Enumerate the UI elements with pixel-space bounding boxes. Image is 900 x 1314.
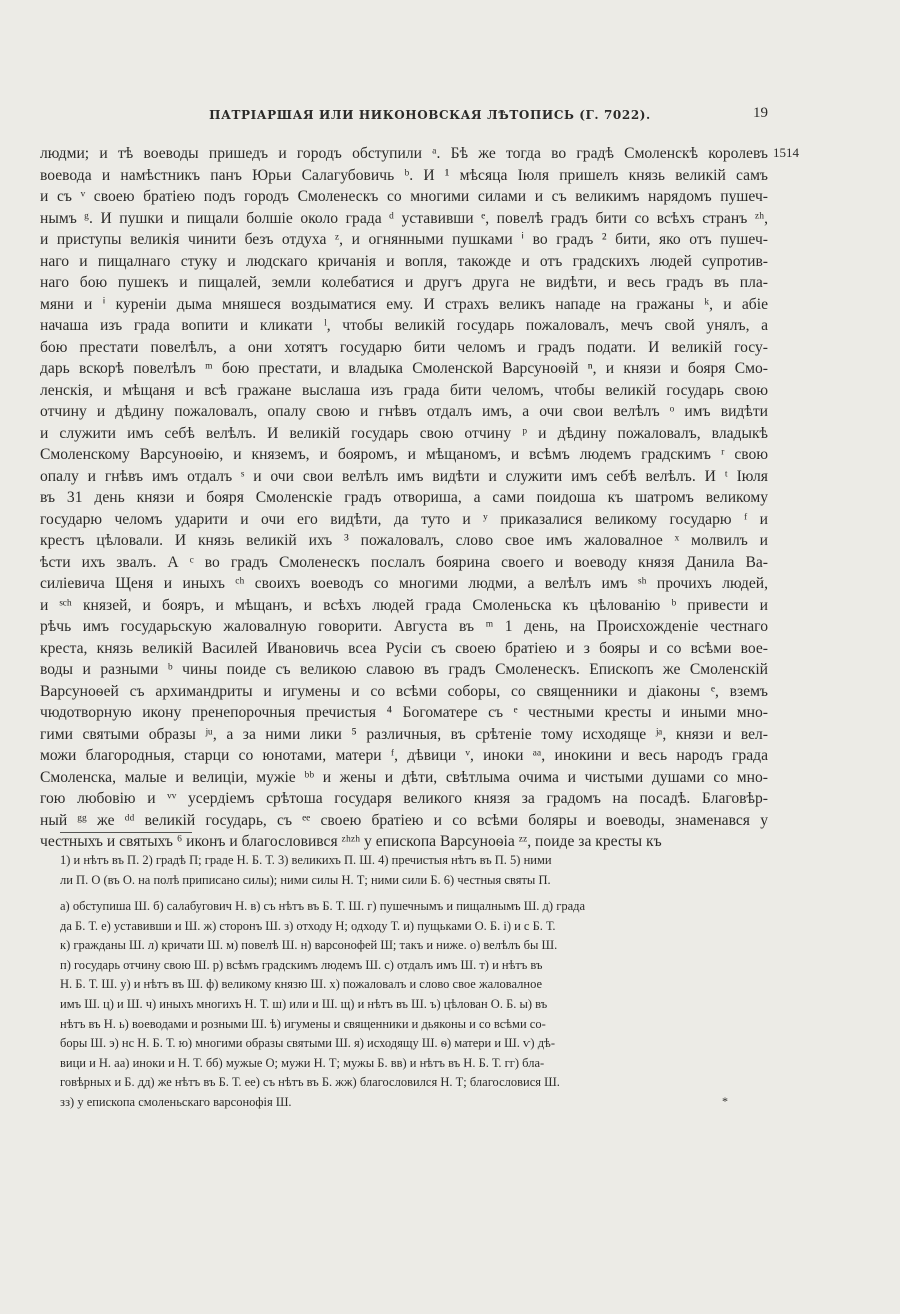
text-line: начаша изъ града вопити и кликати ˡ, чтобы великій государь пожаловалъ, мечъ свой унялъ, а	[40, 317, 768, 334]
footnotes-numeric	[60, 851, 772, 890]
text-line: честныхъ и святыхъ ⁶ иконъ и благословився ᶻʰᶻʰ у епископа Варсуноѳіа ᶻᶻ, поиде за кресты къ	[40, 833, 662, 850]
text-line: наго и пищалнаго стуку и людскаго кричанія и вопля, такожде и отъ градскихъ людей супротив-	[40, 252, 768, 270]
text-line: дарь вскорѣ повелѣлъ ᵐ бою престати, и владыка Смоленской Варсуноѳій ⁿ, и князи и бояря Смо-	[40, 360, 768, 377]
footnote-line: к) гражданы Ш. л) кричати Ш. м) повелѣ Ш. н) варсонофей Ш; такъ и ниже. о) велѣлъ бы Ш.	[60, 938, 558, 953]
footnote-line: 1) и нѣтъ въ П. 2) градѣ П; граде Н. Б. Т. 3) великихъ П. Ш. 4) пречистыя нѣтъ въ П. 5) ними	[60, 853, 552, 867]
text-line: наго бою пушекъ и пищалей, земли колебатися и другъ друга не видѣти, и весь градъ въ пла-	[40, 274, 768, 291]
footnote-line: боры Ш. э) нс Н. Б. Т. ю) многими образы святыми Ш. я) исходящу Ш. ѳ) матери и Ш. ѵ) дѣ-	[60, 1036, 556, 1051]
footnote-line: п) государь отчину свою Ш. р) всѣмъ градскимъ людемъ Ш. с) отдалъ имъ Ш. т) и нѣтъ въ	[60, 957, 543, 972]
footnote-line: Н. Б. Т. Ш. у) и нѣтъ въ Ш. ф) великому князю Ш. х) пожаловалъ и слово свое жаловалное	[60, 977, 543, 992]
main-text	[40, 143, 768, 853]
text-line: и съ ᵛ своею братіею подъ городъ Смоленескъ со многими силами и съ великимъ нарядомъ пушеч-	[40, 188, 768, 205]
footnote-line: имъ Ш. ц) и Ш. ч) иныхъ многихъ Н. Т. ш) или и Ш. щ) и нѣтъ въ Ш. ъ) цѣлован О. Б. ы) въ	[60, 996, 548, 1011]
text-line: креста, князь великій Василей Ивановичь всеа Русіи съ своею братіею и з бояры и со всѣми вое-	[40, 639, 768, 657]
text-line: гими святыми образы ʲᵘ, а за ними лики ⁵ различныя, въ срѣтеніе тому исходяще ʲᵃ, князи и вел-	[40, 725, 768, 743]
text-line: нымъ ᵍ. И пушки и пищали болшіе около града ᵈ уставивши ᵉ, повелѣ градъ бити со всѣхъ странъ ᶻʰ,	[40, 209, 768, 227]
footnotes-letter	[60, 897, 772, 1113]
running-header	[60, 105, 800, 128]
footnote-rule	[60, 832, 192, 833]
footnote-line: вици и Н. аа) иноки и Н. Т. бб) мужые О; мужи Н. Т; мужы Б. вв) и нѣтъ въ Н. Б. Т. гг) бла-	[60, 1055, 545, 1070]
footnote-line: а) обступиша Ш. б) салабугович Н. в) съ нѣтъ въ Б. Т. Ш. г) пушечнымъ и пищалнымъ Ш. д) града	[60, 899, 586, 913]
text-line: Смоленска, малые и велиціи, мужіе ᵇᵇ и жены и дѣти, свѣтлыма очима и чистыми душами со мно-	[40, 768, 768, 786]
text-line: воды и разными ᵇ чины поиде съ великою славою въ градъ Смоленескъ. Епископъ же Смоленскій	[40, 661, 768, 678]
text-line: бою престати повелѣлъ, а они хотятъ государю бити челомъ и градъ подати. И великій госу-	[40, 338, 768, 356]
text-line: ный ᵍᵍ же ᵈᵈ великій государь, съ ᵉᵉ своею братіею и со всѣми боляры и воеводы, знаменався у	[40, 811, 768, 829]
text-line: воевода и намѣстникъ панъ Юрьи Салагубовичь ᵇ. И ¹ мѣсяца Іюля пришелъ князь великій самъ	[40, 166, 768, 184]
text-line: гою любовію и ᵛᵛ усердіемъ срѣтоша государя великого князя за градомъ на посадѣ. Благовѣр-	[40, 790, 768, 807]
text-line: и приступы великія чинити безъ отдуха ᶻ, и огнянными пушками ⁱ во градъ ² бити, яко отъ пушеч-	[40, 231, 768, 248]
text-line: государю челомъ ударити и очи его видѣти, да туто и ʸ приказалися великому государю ᶠ и	[40, 510, 768, 528]
text-line: и служити имъ себѣ велѣлъ. И великій государь свою отчину ᵖ и дѣдину пожаловалъ, владыкѣ	[40, 424, 768, 442]
footnote-line: ли П. О (въ О. на полѣ приписано силы); ними силы Н. Т; ними сили Б. 6) честныя святы П.	[60, 872, 551, 887]
footnote-line: да Б. Т. е) уставивши и Ш. ж) сторонъ Ш. з) отходу Н; одходу Т. и) пущьками О. Б. і) и с Б. Т.	[60, 918, 556, 933]
footnote-line: зз) у епископа смоленьскаго варсонофія Ш.	[60, 1094, 292, 1109]
text-line: и ˢᶜʰ князей, и бояръ, и мѣщанъ, и всѣхъ людей града Смоленьска къ цѣлованію ᵇ привести и	[40, 596, 768, 614]
text-line: отчину и дѣдину пожаловалъ, опалу свою и гнѣвъ отдалъ имъ, а очи свои велѣлъ ᵒ имъ видѣти	[40, 403, 768, 420]
text-line: ленскія, и мѣщаня и всѣ гражане выслаша изъ града бити челомъ, чтобы великій государь свою	[40, 381, 768, 399]
footnote-line: говѣрных и Б. дд) же нѣтъ въ Б. Т. ее) съ нѣтъ въ Б. жж) благословился Н. Т; благословися Ш.	[60, 1075, 560, 1090]
footnote-line: нѣтъ въ Н. ь) воеводами и розными Ш. ѣ) игумены и священники и дьяконы и со всѣми со-	[60, 1016, 546, 1031]
text-line: чюдотворную икону пренепорочныя пречистыя ⁴ Богоматере съ ᵉ честными кресты и иными мно-	[40, 704, 768, 721]
text-line: можи благородныя, старци со юнотами, матери ᶠ, дѣвици ᵛ, иноки ᵃᵃ, инокини и весь народъ града	[40, 747, 768, 764]
text-line: Смоленскому Варсуноѳію, и княземъ, и бояромъ, и мѣщаномъ, и всѣмъ людемъ градскимъ ʳ свою	[40, 446, 768, 463]
text-line: крестъ цѣловали. И князь великій ихъ ³ пожаловалъ, слово свое имъ жаловалное ˣ молвилъ и	[40, 532, 768, 549]
page-mark: *	[722, 1094, 728, 1108]
margin-year: 1514	[773, 145, 799, 160]
text-line: людми; и тѣ воеводы пришедъ и городъ обступили ᵃ. Бѣ же тогда во градѣ Смоленскѣ королевъ	[40, 145, 768, 162]
page-number: 19	[753, 105, 768, 121]
text-line: мяни и ⁱ куреніи дыма мняшеся воздыматися ему. И страхъ великъ нападе на гражаны ᵏ, и абіе	[40, 295, 768, 313]
text-line: рѣчь имъ государьскую жаловалную говорити. Августа въ ᵐ 1 день, на Происхожденіе честнаго	[40, 618, 768, 635]
text-line: силіевича Щеня и иныхъ ᶜʰ своихъ воеводъ со многими людми, а велѣлъ имъ ˢʰ прочихъ людей,	[40, 575, 768, 592]
text-line: Варсуноѳей съ архимандриты и игумены и со всѣми соборы, со священники и діаконы ᵉ, вземъ	[40, 682, 768, 700]
text-line: въ 31 день князи и бояря Смоленскіе градъ отвориша, а сами поидоша къ шатромъ великому	[40, 489, 768, 506]
text-line: опалу и гнѣвъ имъ отдалъ ˢ и очи свои велѣлъ имъ видѣти и служити имъ себѣ велѣлъ. И ᵗ Іюля	[40, 467, 768, 485]
header-title: ПАТРІАРШАЯ ИЛИ НИКОНОВСКАЯ ЛѢТОПИСЬ (Г. 7022).	[209, 108, 651, 122]
text-line: ѣсти ихъ звалъ. А ᶜ во градъ Смоленескъ послалъ боярина своего и воеводу князя Данила Ва-	[40, 553, 768, 571]
